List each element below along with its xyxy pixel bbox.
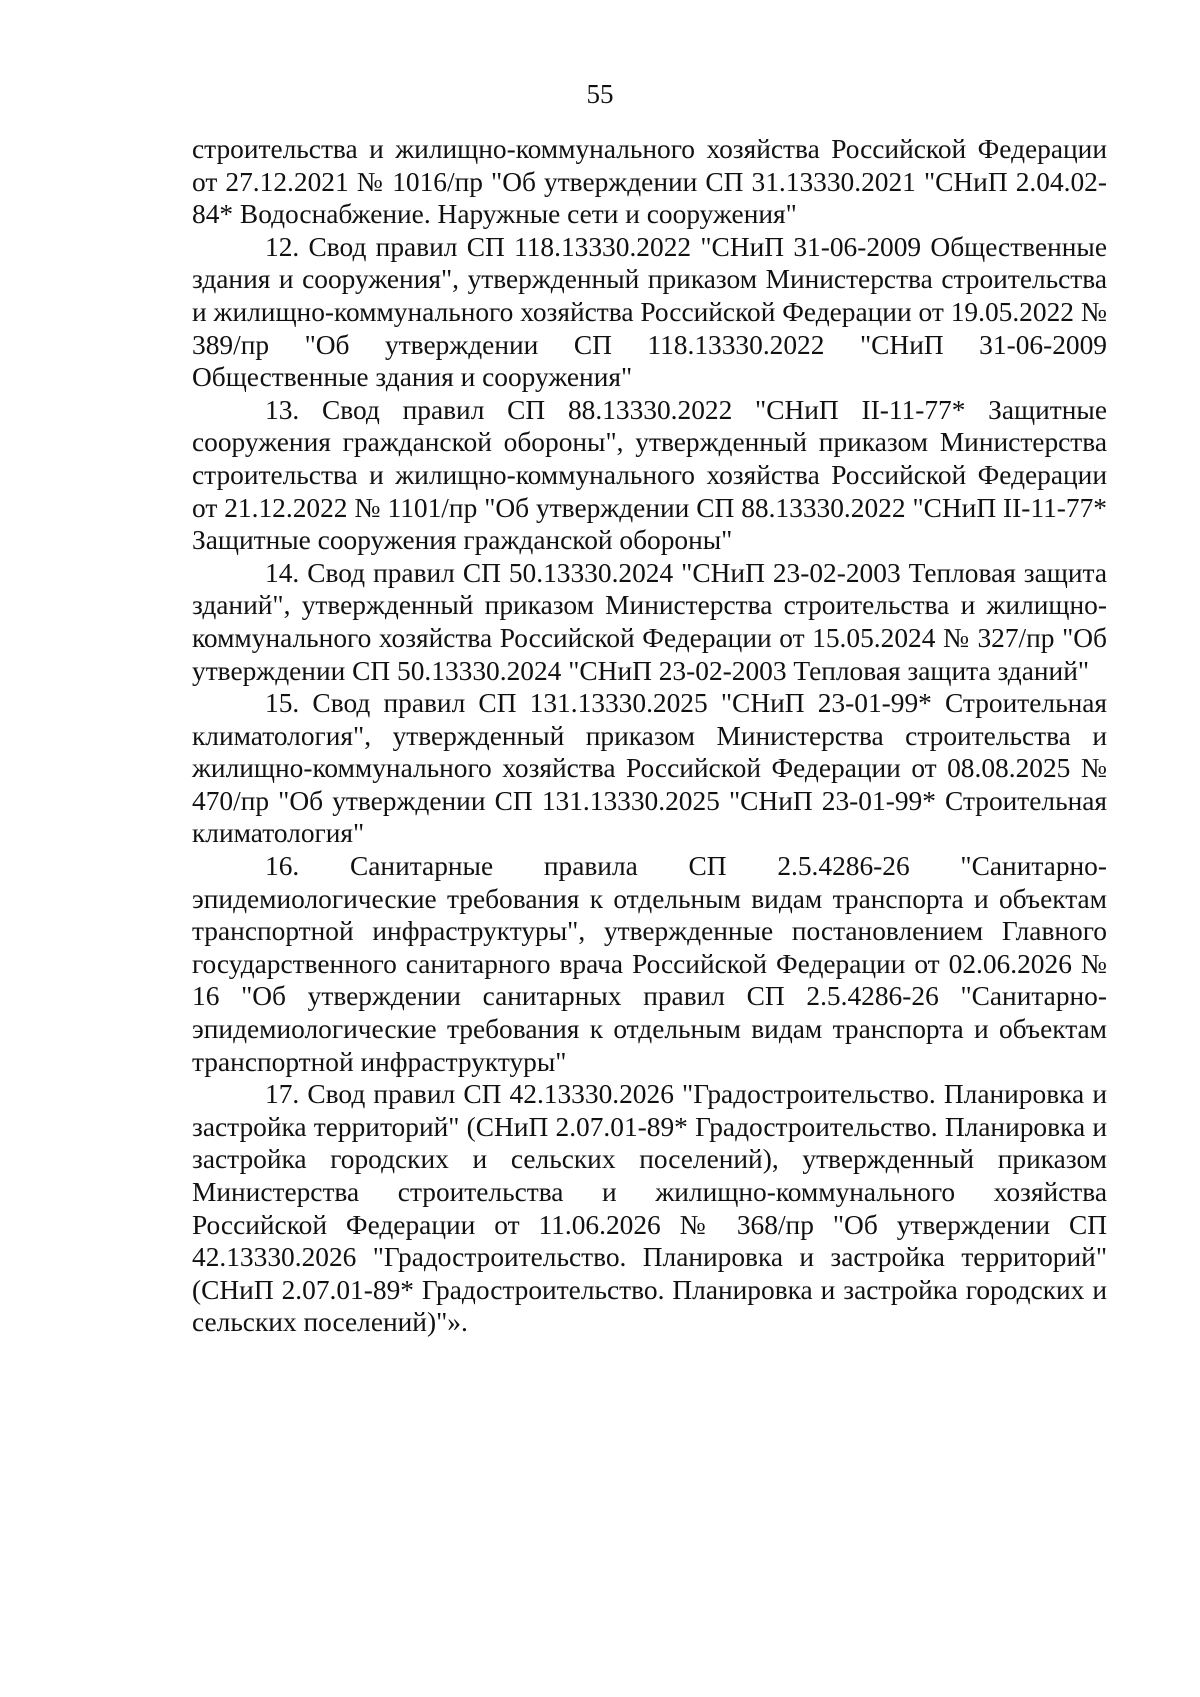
page-number: 55 [586, 79, 614, 109]
list-item-13: 13. Свод правил СП 88.13330.2022 "СНиП II-11-77* Защитные сооружения гражданской обороны", утвержденный приказом Министерства строительства и жилищно-коммунального хозяйства Российской Федерации от 21.12.2022 № 1101/пр "Об утверждении СП 88.13330.2022 "СНиП II-11-77* Защитные сооружения гражданской обороны" [192, 394, 1107, 556]
list-item-15: 15. Свод правил СП 131.13330.2025 "СНиП 23-01-99* Строительная климатология", утвержденный приказом Министерства строительства и жилищно-коммунального хозяйства Российской Федерации от 08.08.2025 № 470/пр "Об утверждении СП 131.13330.2025 "СНиП 23-01-99* Строительная климатология" [192, 688, 1107, 849]
paragraph-continuation: строительства и жилищно-коммунального хозяйства Российской Федерации от 27.12.2021 № 1016/пр "Об утверждении СП 31.13330.2021 "СНиП 2.04.02-84* Водоснабжение. Наружные сети и сооружения" [192, 134, 1107, 230]
list-item-12: 12. Свод правил СП 118.13330.2022 "СНиП 31-06-2009 Общественные здания и сооружения", утвержденный приказом Министерства строительства и жилищно-коммунального хозяйства Российской Федерации от 19.05.2022 № 389/пр "Об утверждении СП 118.13330.2022 "СНиП 31-06-2009 Общественные здания и сооружения" [192, 231, 1107, 393]
list-item-16: 16. Санитарные правила СП 2.5.4286-26 "Санитарно-эпидемиологические требования к отдельным видам транспорта и объектам транспортной инфраструктуры", утвержденные постановлением Главного государственного санитарного врача Российской Федерации от 02.06.2026 № 16 "Об утверждении санитарных правил СП 2.5.4286-26 "Санитарно-эпидемиологические требования к отдельным видам транспорта и объектам транспортной инфраструктуры" [192, 851, 1107, 1077]
document-body [192, 133, 1107, 1339]
list-item-17: 17. Свод правил СП 42.13330.2026 "Градостроительство. Планировка и застройка территорий" (СНиП 2.07.01-89* Градостроительство. Планировка и застройка городских и сельских поселений), утвержденный приказом Министерства строительства и жилищно-коммунального хозяйства Российской Федерации от 11.06.2026 № 368/пр "Об утверждении СП 42.13330.2026 "Градостроительство. Планировка и застройка территорий" (СНиП 2.07.01-89* Градостроительство. Планировка и застройка городских и сельских поселений)"». [192, 1079, 1107, 1338]
list-item-14: 14. Свод правил СП 50.13330.2024 "СНиП 23-02-2003 Тепловая защита зданий", утвержденный приказом Министерства строительства и жилищно-коммунального хозяйства Российской Федерации от 15.05.2024 № 327/пр "Об утверждении СП 50.13330.2024 "СНиП 23-02-2003 Тепловая защита зданий" [192, 557, 1107, 686]
